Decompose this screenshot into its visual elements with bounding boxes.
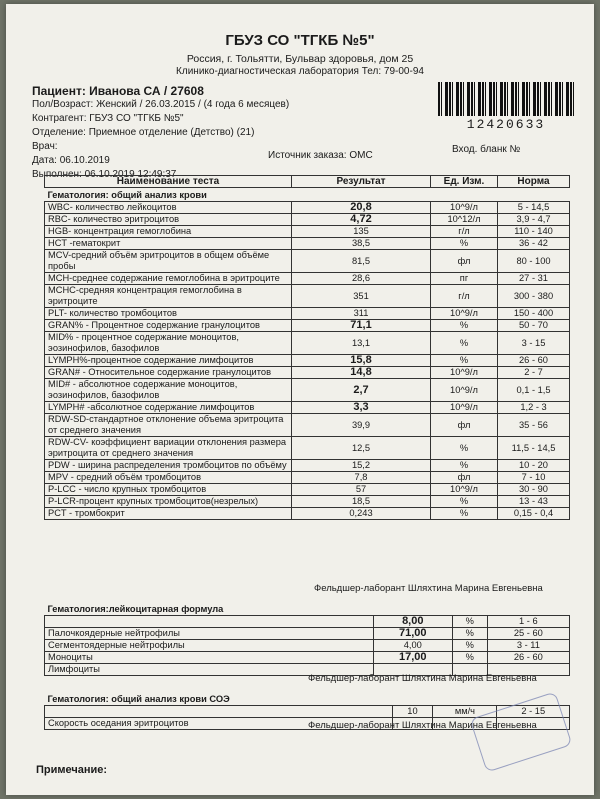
test-unit: % [431, 496, 498, 508]
table-row [45, 367, 570, 379]
test-name: Моноциты [45, 652, 374, 664]
test-name: GRAN% - Процентное содержание гранулоцитов [45, 320, 292, 332]
section2-title: Гематология:лейкоцитарная формула [47, 604, 224, 614]
test-norm: 1,2 - 3 [498, 402, 570, 414]
test-result: 7,8 [292, 472, 431, 484]
test-name: HCT -гематокрит [45, 238, 292, 250]
table-row [45, 214, 570, 226]
patient-contractor: Контрагент: ГБУЗ СО "ТГКБ №5" [32, 113, 184, 124]
col-norm-header: Норма [498, 176, 570, 188]
test-result: 3,3 [292, 402, 431, 414]
test-norm: 25 - 60 [487, 628, 569, 640]
section3-title: Гематология: общий анализ крови СОЭ [47, 694, 230, 704]
test-result: 39,9 [292, 414, 431, 437]
test-norm: 1 - 6 [487, 616, 569, 628]
test-unit: % [452, 640, 487, 652]
form-number-label: Вход. бланк № [452, 144, 521, 155]
test-name: MPV - средний объём тромбоцитов [45, 472, 292, 484]
test-name: RDW-CV- коэффициент вариации отклонения размера эритроцита от среднего значения [45, 437, 292, 460]
test-name: RDW-SD-стандартное отклонение объема эритроцита от среднего значения [45, 414, 292, 437]
test-result: 71,1 [292, 320, 431, 332]
table-row [45, 273, 570, 285]
test-name: MCH-среднее содержание гемоглобина в эритроците [45, 273, 292, 285]
test-norm: 2 - 15 [497, 706, 570, 718]
signature-3: Фельдшер-лаборант Шляхтина Марина Евгеньевна [308, 720, 537, 731]
test-name: PCT - тромбокрит [45, 508, 292, 520]
blood-test-table [44, 175, 570, 520]
leukocyte-formula-table [44, 602, 570, 676]
test-result: 38,5 [292, 238, 431, 250]
test-unit: 10^9/л [431, 402, 498, 414]
patient-date: Дата: 06.10.2019 [32, 155, 110, 166]
test-result: 20,8 [292, 202, 431, 214]
test-unit: 10^12/л [431, 214, 498, 226]
test-unit: % [431, 238, 498, 250]
test-result: 8,00 [373, 616, 452, 628]
test-result: 4,72 [292, 214, 431, 226]
lab-report-page [6, 4, 594, 795]
test-unit: мм/ч [433, 706, 497, 718]
table-row [45, 226, 570, 238]
col-test-header: Наименование теста [45, 176, 292, 188]
test-norm: 150 - 400 [498, 308, 570, 320]
test-result: 28,6 [292, 273, 431, 285]
test-name: PLT- количество тромбоцитов [45, 308, 292, 320]
org-name: ГБУЗ СО "ТГКБ №5" [225, 32, 375, 49]
table-row [45, 437, 570, 460]
table-row [45, 379, 570, 402]
signature-2: Фельдшер-лаборант Шляхтина Марина Евгеньевна [308, 673, 537, 684]
table-row [45, 496, 570, 508]
test-unit: г/л [431, 226, 498, 238]
test-name: Лимфоциты [45, 664, 374, 676]
test-unit: пг [431, 273, 498, 285]
section2-body [45, 602, 570, 676]
test-unit: % [431, 437, 498, 460]
test-name: WBC- количество лейкоцитов [45, 202, 292, 214]
test-unit: % [452, 616, 487, 628]
table-row [45, 320, 570, 332]
note-label: Примечание: [36, 764, 108, 776]
table-row [45, 414, 570, 437]
test-result: 17,00 [373, 652, 452, 664]
table-header-row [45, 176, 570, 188]
test-name: LYMPH%-процентное содержание лимфоцитов [45, 355, 292, 367]
section1-body [45, 188, 570, 520]
test-unit: 10^9/л [431, 484, 498, 496]
patient-name: Пациент: Иванова СА / 27608 [32, 84, 204, 98]
table-row [45, 285, 570, 308]
test-unit: фл [431, 414, 498, 437]
test-result: 311 [292, 308, 431, 320]
test-norm: 50 - 70 [498, 320, 570, 332]
test-name: GRAN# - Относительное содержание гранулоцитов [45, 367, 292, 379]
org-address: Россия, г. Тольятти, Бульвар здоровья, дом 25 [186, 53, 414, 65]
table-row [45, 332, 570, 355]
test-result: 2,7 [292, 379, 431, 402]
test-unit: % [431, 332, 498, 355]
signature-1: Фельдшер-лаборант Шляхтина Марина Евгеньевна [314, 583, 543, 594]
test-norm: 80 - 100 [498, 250, 570, 273]
test-norm: 35 - 56 [498, 414, 570, 437]
table-row [45, 640, 570, 652]
table-row [45, 484, 570, 496]
test-result: 71,00 [373, 628, 452, 640]
patient-department: Отделение: Приемное отделение (Детство) (21) [32, 127, 255, 138]
test-result: 0,243 [292, 508, 431, 520]
table-row [45, 508, 570, 520]
test-name: RBC- количество эритроцитов [45, 214, 292, 226]
test-norm: 30 - 90 [498, 484, 570, 496]
test-unit: 10^9/л [431, 308, 498, 320]
test-norm: 36 - 42 [498, 238, 570, 250]
test-name: MCV-средний объём эритроцитов в общем объёме пробы [45, 250, 292, 273]
test-name: P-LCC - число крупных тромбоцитов [45, 484, 292, 496]
test-name: Сегментоядерные нейтрофилы [45, 640, 374, 652]
test-unit: % [431, 508, 498, 520]
test-norm: 2 - 7 [498, 367, 570, 379]
test-norm: 11,5 - 14,5 [498, 437, 570, 460]
test-unit: 10^9/л [431, 367, 498, 379]
test-norm: 110 - 140 [498, 226, 570, 238]
test-norm: 10 - 20 [498, 460, 570, 472]
test-unit: фл [431, 472, 498, 484]
section1-title: Гематология: общий анализ крови [47, 190, 207, 200]
table-row [45, 250, 570, 273]
test-name: LYMPH# -абсолютное содержание лимфоцитов [45, 402, 292, 414]
test-unit: % [431, 320, 498, 332]
test-norm: 27 - 31 [498, 273, 570, 285]
test-unit: 10^9/л [431, 202, 498, 214]
table-row [45, 308, 570, 320]
test-name: MCHC-средняя концентрация гемоглобина в эритроците [45, 285, 292, 308]
test-name [45, 616, 374, 628]
test-unit: % [431, 355, 498, 367]
table-row [45, 628, 570, 640]
test-name [45, 706, 393, 718]
table-row [45, 460, 570, 472]
test-norm: 26 - 60 [487, 652, 569, 664]
test-name: MID# - абсолютное содержание моноцитов, эозинофилов, базофилов [45, 379, 292, 402]
table-row [45, 202, 570, 214]
test-result: 10 [392, 706, 433, 718]
test-name: MID% - процентное содержание моноцитов, эозинофилов, базофилов [45, 332, 292, 355]
test-result: 12,5 [292, 437, 431, 460]
order-source: Источник заказа: ОМС [268, 150, 373, 161]
test-result: 15,2 [292, 460, 431, 472]
test-result: 14,8 [292, 367, 431, 379]
test-norm: 300 - 380 [498, 285, 570, 308]
test-norm: 3,9 - 4,7 [498, 214, 570, 226]
table-row [45, 472, 570, 484]
test-norm: 5 - 14,5 [498, 202, 570, 214]
col-unit-header: Ед. Изм. [431, 176, 498, 188]
table-row [45, 355, 570, 367]
barcode-graphic [438, 82, 574, 116]
patient-sex-age: Пол/Возраст: Женский / 26.03.2015 / (4 года 6 месяцев) [32, 99, 290, 110]
test-result: 135 [292, 226, 431, 238]
test-name: HGB- концентрация гемоглобина [45, 226, 292, 238]
table-row [45, 402, 570, 414]
test-unit: г/л [431, 285, 498, 308]
test-norm: 26 - 60 [498, 355, 570, 367]
test-name: P-LCR-процент крупных тромбоцитов(незрелых) [45, 496, 292, 508]
test-norm: 0,1 - 1,5 [498, 379, 570, 402]
patient-done: Выполнен: 06.10.2019 12:49:37 [32, 169, 177, 180]
test-result: 13,1 [292, 332, 431, 355]
test-unit: % [452, 652, 487, 664]
report-header [6, 32, 594, 77]
test-result: 57 [292, 484, 431, 496]
test-name: Палочкоядерные нейтрофилы [45, 628, 374, 640]
patient-info [32, 84, 289, 182]
table-row [45, 238, 570, 250]
test-result: 351 [292, 285, 431, 308]
test-norm: 0,15 - 0,4 [498, 508, 570, 520]
test-norm: 7 - 10 [498, 472, 570, 484]
test-result: 81,5 [292, 250, 431, 273]
col-result-header: Результат [292, 176, 431, 188]
test-norm: 3 - 11 [487, 640, 569, 652]
test-result: 4,00 [373, 640, 452, 652]
barcode-number: 12420633 [466, 117, 546, 132]
test-result: 15,8 [292, 355, 431, 367]
table-row [45, 652, 570, 664]
test-norm: 13 - 43 [498, 496, 570, 508]
table-row [45, 616, 570, 628]
test-result: 18,5 [292, 496, 431, 508]
patient-doctor: Врач: [32, 141, 58, 152]
test-name: PDW - ширина распределения тромбоцитов по объёму [45, 460, 292, 472]
test-name: Скорость оседания эритроцитов [45, 718, 393, 730]
lab-info: Клинико-диагностическая лаборатория Тел: 79-00-94 [176, 66, 424, 77]
test-unit: 10^9/л [431, 379, 498, 402]
test-unit: фл [431, 250, 498, 273]
test-unit: % [431, 460, 498, 472]
test-unit: % [452, 628, 487, 640]
test-norm: 3 - 15 [498, 332, 570, 355]
